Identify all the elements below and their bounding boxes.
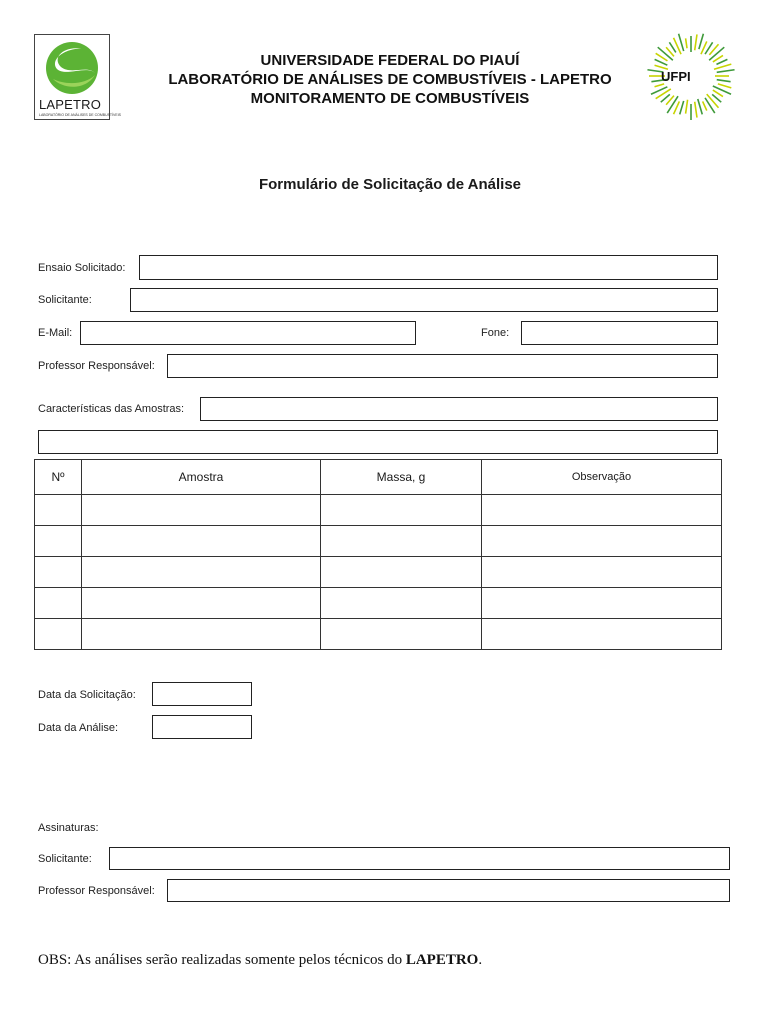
table-row bbox=[35, 619, 722, 650]
ufpi-ray bbox=[658, 47, 673, 60]
column-header-sample: Amostra bbox=[82, 460, 321, 495]
note-prefix: OBS: As análises serão realizadas somente pelos técnicos do bbox=[38, 952, 406, 968]
column-header-observation: Observação bbox=[482, 460, 722, 495]
form-title: Formulário de Solicitação de Análise bbox=[258, 176, 522, 193]
header-monitoring: MONITORAMENTO DE COMBUSTÍVEIS bbox=[250, 90, 530, 107]
email-field[interactable] bbox=[80, 321, 416, 345]
table-cell[interactable] bbox=[35, 619, 82, 650]
table-cell[interactable] bbox=[321, 588, 482, 619]
table-header-row bbox=[35, 460, 722, 495]
table-row bbox=[35, 495, 722, 526]
ufpi-ray bbox=[686, 38, 687, 48]
caracteristicas-label: Características das Amostras: bbox=[38, 403, 185, 415]
data-solicitacao-label: Data da Solicitação: bbox=[38, 689, 136, 701]
professor-field[interactable] bbox=[167, 354, 718, 378]
fone-field[interactable] bbox=[521, 321, 718, 345]
data-solicitacao-field[interactable] bbox=[152, 682, 252, 706]
table-row bbox=[35, 526, 722, 557]
signature-solicitante-label: Solicitante: bbox=[38, 853, 92, 865]
table-cell[interactable] bbox=[482, 495, 722, 526]
caracteristicas-extra-field[interactable] bbox=[38, 430, 718, 454]
ufpi-logo bbox=[645, 30, 737, 122]
ufpi-ray bbox=[705, 98, 715, 113]
table-cell[interactable] bbox=[82, 495, 321, 526]
ufpi-rays-icon bbox=[645, 30, 737, 122]
ufpi-ray bbox=[703, 101, 707, 110]
signature-professor-field[interactable] bbox=[167, 879, 730, 902]
column-header-number: Nº bbox=[35, 460, 82, 495]
table-cell[interactable] bbox=[321, 557, 482, 588]
observation-note bbox=[38, 952, 482, 969]
table-cell[interactable] bbox=[82, 526, 321, 557]
header-laboratory: LABORATÓRIO DE ANÁLISES DE COMBUSTÍVEIS - LAPETRO bbox=[168, 71, 612, 88]
signatures-title: Assinaturas: bbox=[38, 822, 99, 834]
ufpi-ray bbox=[698, 99, 703, 114]
samples-table bbox=[34, 459, 722, 650]
ufpi-ray bbox=[695, 34, 697, 50]
table-cell[interactable] bbox=[35, 526, 82, 557]
note-emphasis: LAPETRO bbox=[405, 952, 479, 968]
solicitante-field[interactable] bbox=[130, 288, 718, 312]
table-cell[interactable] bbox=[82, 557, 321, 588]
lapetro-swoosh-icon bbox=[43, 39, 101, 97]
ufpi-logo-text: UFPI bbox=[661, 69, 691, 84]
caracteristicas-field[interactable] bbox=[200, 397, 718, 421]
lapetro-logo-subtitle: LABORATÓRIO DE ANÁLISES DE COMBUSTÍVEIS bbox=[39, 113, 122, 117]
table-cell[interactable] bbox=[321, 526, 482, 557]
lapetro-logo-text: LAPETRO bbox=[39, 97, 102, 112]
ufpi-ray bbox=[686, 100, 688, 114]
ufpi-ray bbox=[667, 96, 678, 113]
table-cell[interactable] bbox=[321, 495, 482, 526]
lapetro-logo bbox=[34, 34, 122, 120]
ufpi-ray bbox=[714, 64, 731, 69]
data-analise-field[interactable] bbox=[152, 715, 252, 739]
ufpi-ray bbox=[679, 34, 684, 51]
header-university: UNIVERSIDADE FEDERAL DO PIAUÍ bbox=[260, 52, 520, 69]
table-cell[interactable] bbox=[35, 588, 82, 619]
signature-solicitante-field[interactable] bbox=[109, 847, 730, 870]
ufpi-ray bbox=[669, 42, 675, 52]
ufpi-ray bbox=[717, 70, 735, 73]
ufpi-ray bbox=[695, 102, 697, 118]
solicitante-label: Solicitante: bbox=[38, 294, 92, 306]
ufpi-ray bbox=[699, 34, 704, 49]
fone-label: Fone: bbox=[481, 327, 510, 339]
professor-label: Professor Responsável: bbox=[38, 360, 155, 372]
table-cell[interactable] bbox=[482, 526, 722, 557]
data-analise-label: Data da Análise: bbox=[38, 722, 119, 734]
table-cell[interactable] bbox=[82, 619, 321, 650]
ufpi-ray bbox=[717, 80, 731, 82]
email-label: E-Mail: bbox=[38, 327, 73, 339]
table-cell[interactable] bbox=[482, 588, 722, 619]
ufpi-ray bbox=[718, 84, 731, 88]
ufpi-ray bbox=[655, 84, 665, 87]
table-cell[interactable] bbox=[35, 495, 82, 526]
ensaio-field[interactable] bbox=[139, 255, 718, 280]
table-cell[interactable] bbox=[482, 557, 722, 588]
ufpi-ray bbox=[716, 59, 727, 64]
note-suffix: . bbox=[478, 952, 483, 968]
table-cell[interactable] bbox=[82, 588, 321, 619]
table-cell[interactable] bbox=[35, 557, 82, 588]
ufpi-ray bbox=[680, 101, 684, 114]
signature-professor-label: Professor Responsável: bbox=[38, 885, 155, 897]
table-row bbox=[35, 557, 722, 588]
ufpi-ray bbox=[707, 94, 719, 108]
column-header-mass: Massa, g bbox=[321, 460, 482, 495]
table-cell[interactable] bbox=[321, 619, 482, 650]
ufpi-ray bbox=[674, 101, 680, 114]
table-row bbox=[35, 588, 722, 619]
ensaio-label: Ensaio Solicitado: bbox=[38, 262, 126, 274]
table-cell[interactable] bbox=[482, 619, 722, 650]
ufpi-ray bbox=[709, 47, 724, 60]
